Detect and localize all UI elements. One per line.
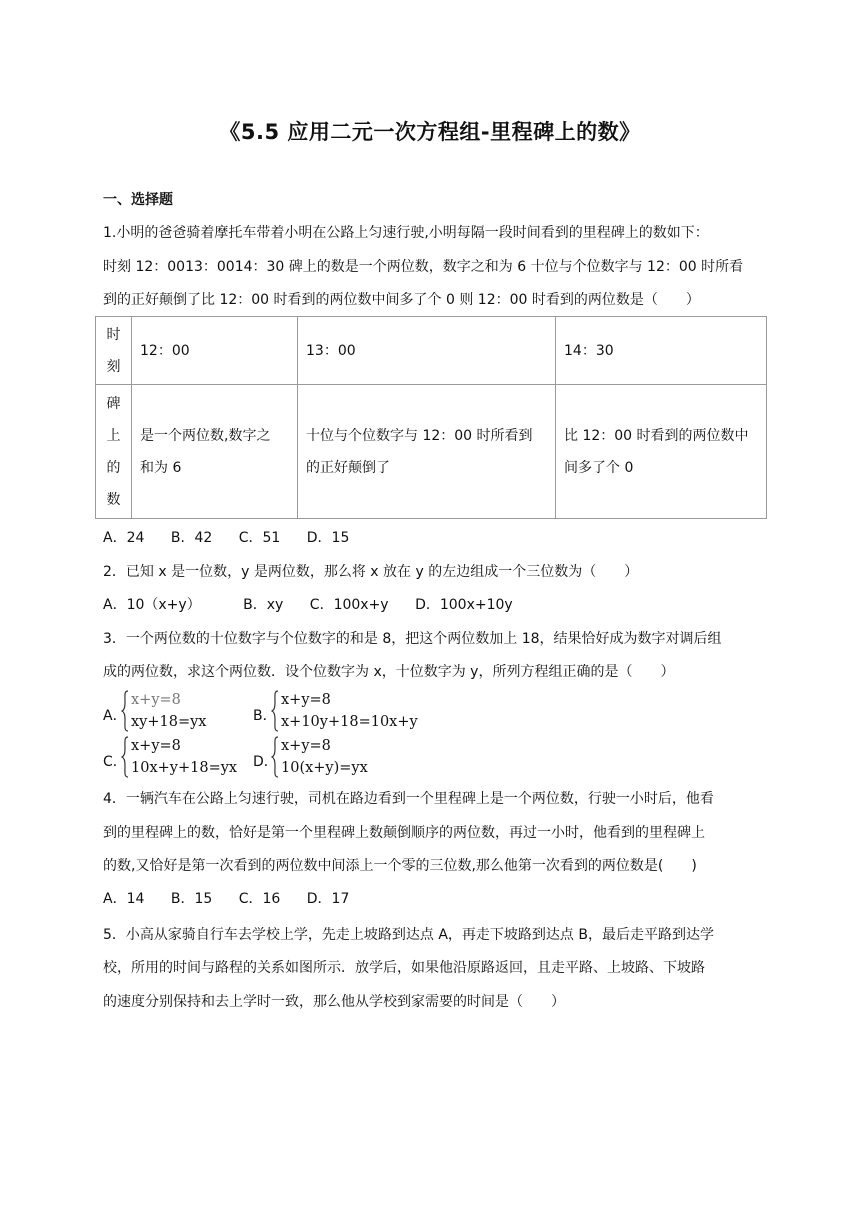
- q3-option-b: B． x+y=8 x+10y+18=10x+y: [253, 692, 418, 730]
- q4-line-1: 4．一辆汽车在公路上匀速行驶，司机在路边看到一个里程碑上是一个两位数，行驶一小时后，他看: [103, 791, 714, 807]
- q1-options: [103, 527, 767, 549]
- table-cell: 14：30: [556, 317, 767, 385]
- q3-line-2: 成的两位数，求这个两位数．设个位数字为 x，十位数字为 y，所列方程组正确的是（ ）: [103, 664, 675, 680]
- q4-line-2: 到的里程碑上的数，恰好是第一个里程碑上数颠倒顺序的两位数，再过一小时，他看到的里程碑上: [103, 825, 705, 841]
- table-cell: 比 12：00 时看到的两位数中 间多了个 0: [556, 385, 767, 519]
- q3-line-1: 3．一个两位数的十位数字与个位数字的和是 8，把这个两位数加上 18，结果恰好成为数字对调后组: [103, 631, 722, 647]
- option-b: B．xy: [243, 597, 284, 613]
- option-a: A．24: [103, 530, 145, 546]
- row-header-time: 时 刻: [96, 317, 132, 385]
- option-d: D．100x+10y: [415, 597, 513, 613]
- q5-line-2: 校，所用的时间与路程的关系如图所示．放学后，如果他沿原路返回，且走平路、上坡路、下坡路: [103, 960, 705, 976]
- option-b: B．15: [170, 891, 213, 907]
- q2-text: 2．已知 x 是一位数，y 是两位数，那么将 x 放在 y 的左边组成一个三位数为（ ）: [103, 564, 639, 580]
- q3-option-a: A． x+y=8 xy+18=yx: [103, 692, 207, 730]
- table-cell: 13：00: [298, 317, 556, 385]
- q3-option-d: D． x+y=8 10(x+y)=yx: [253, 738, 368, 776]
- section-heading: 一、选择题: [103, 192, 173, 208]
- option-c: C．51: [238, 530, 281, 546]
- option-d: D．17: [306, 891, 350, 907]
- option-a: A．14: [103, 891, 145, 907]
- row-header-number: 碑 上 的 数: [96, 385, 132, 519]
- table-row: [96, 317, 767, 385]
- q5-line-3: 的速度分别保持和去上学时一致，那么他从学校到家需要的时间是（ ）: [103, 994, 565, 1010]
- option-a: A．10（x+y）: [103, 597, 201, 613]
- q4-line-3: 的数,又恰好是第一次看到的两位数中间添上一个零的三位数,那么他第一次看到的两位数是( ): [103, 858, 697, 874]
- q5-line-1: 5．小高从家骑自行车去学校上学，先走上坡路到达点 A，再走下坡路到达点 B，最后走平路到达学: [103, 927, 714, 943]
- page-title: 《5.5 应用二元一次方程组-里程碑上的数》: [219, 120, 641, 144]
- table-cell: 是一个两位数,数字之 和为 6: [132, 385, 298, 519]
- q1-line-3: 到的正好颠倒了比 12：00 时看到的两位数中间多了个 0 则 12：00 时看到的两位数是（ ）: [103, 292, 700, 308]
- brace-icon: [271, 690, 279, 732]
- q2-options: [103, 594, 767, 616]
- q3-option-c: C． x+y=8 10x+y+18=yx: [103, 738, 238, 776]
- q4-options: [103, 888, 767, 910]
- option-d: D．15: [306, 530, 350, 546]
- option-c: C．100x+y: [309, 597, 389, 613]
- q1-line-2: 时刻 12：0013：0014：30 碑上的数是一个两位数，数字之和为 6 十位与个位数字与 12：00 时所看: [103, 259, 744, 275]
- table-row: [96, 385, 767, 519]
- brace-icon: [271, 736, 279, 778]
- table-cell: 十位与个位数字与 12：00 时所看到 的正好颠倒了: [298, 385, 556, 519]
- q1-line-1: 1.小明的爸爸骑着摩托车带着小明在公路上匀速行驶,小明每隔一段时间看到的里程碑上的数如下：: [103, 225, 709, 241]
- option-b: B．42: [170, 530, 213, 546]
- option-c: C．16: [238, 891, 281, 907]
- table-cell: 12：00: [132, 317, 298, 385]
- brace-icon: [121, 690, 129, 732]
- brace-icon: [121, 736, 129, 778]
- q1-table: [95, 316, 767, 519]
